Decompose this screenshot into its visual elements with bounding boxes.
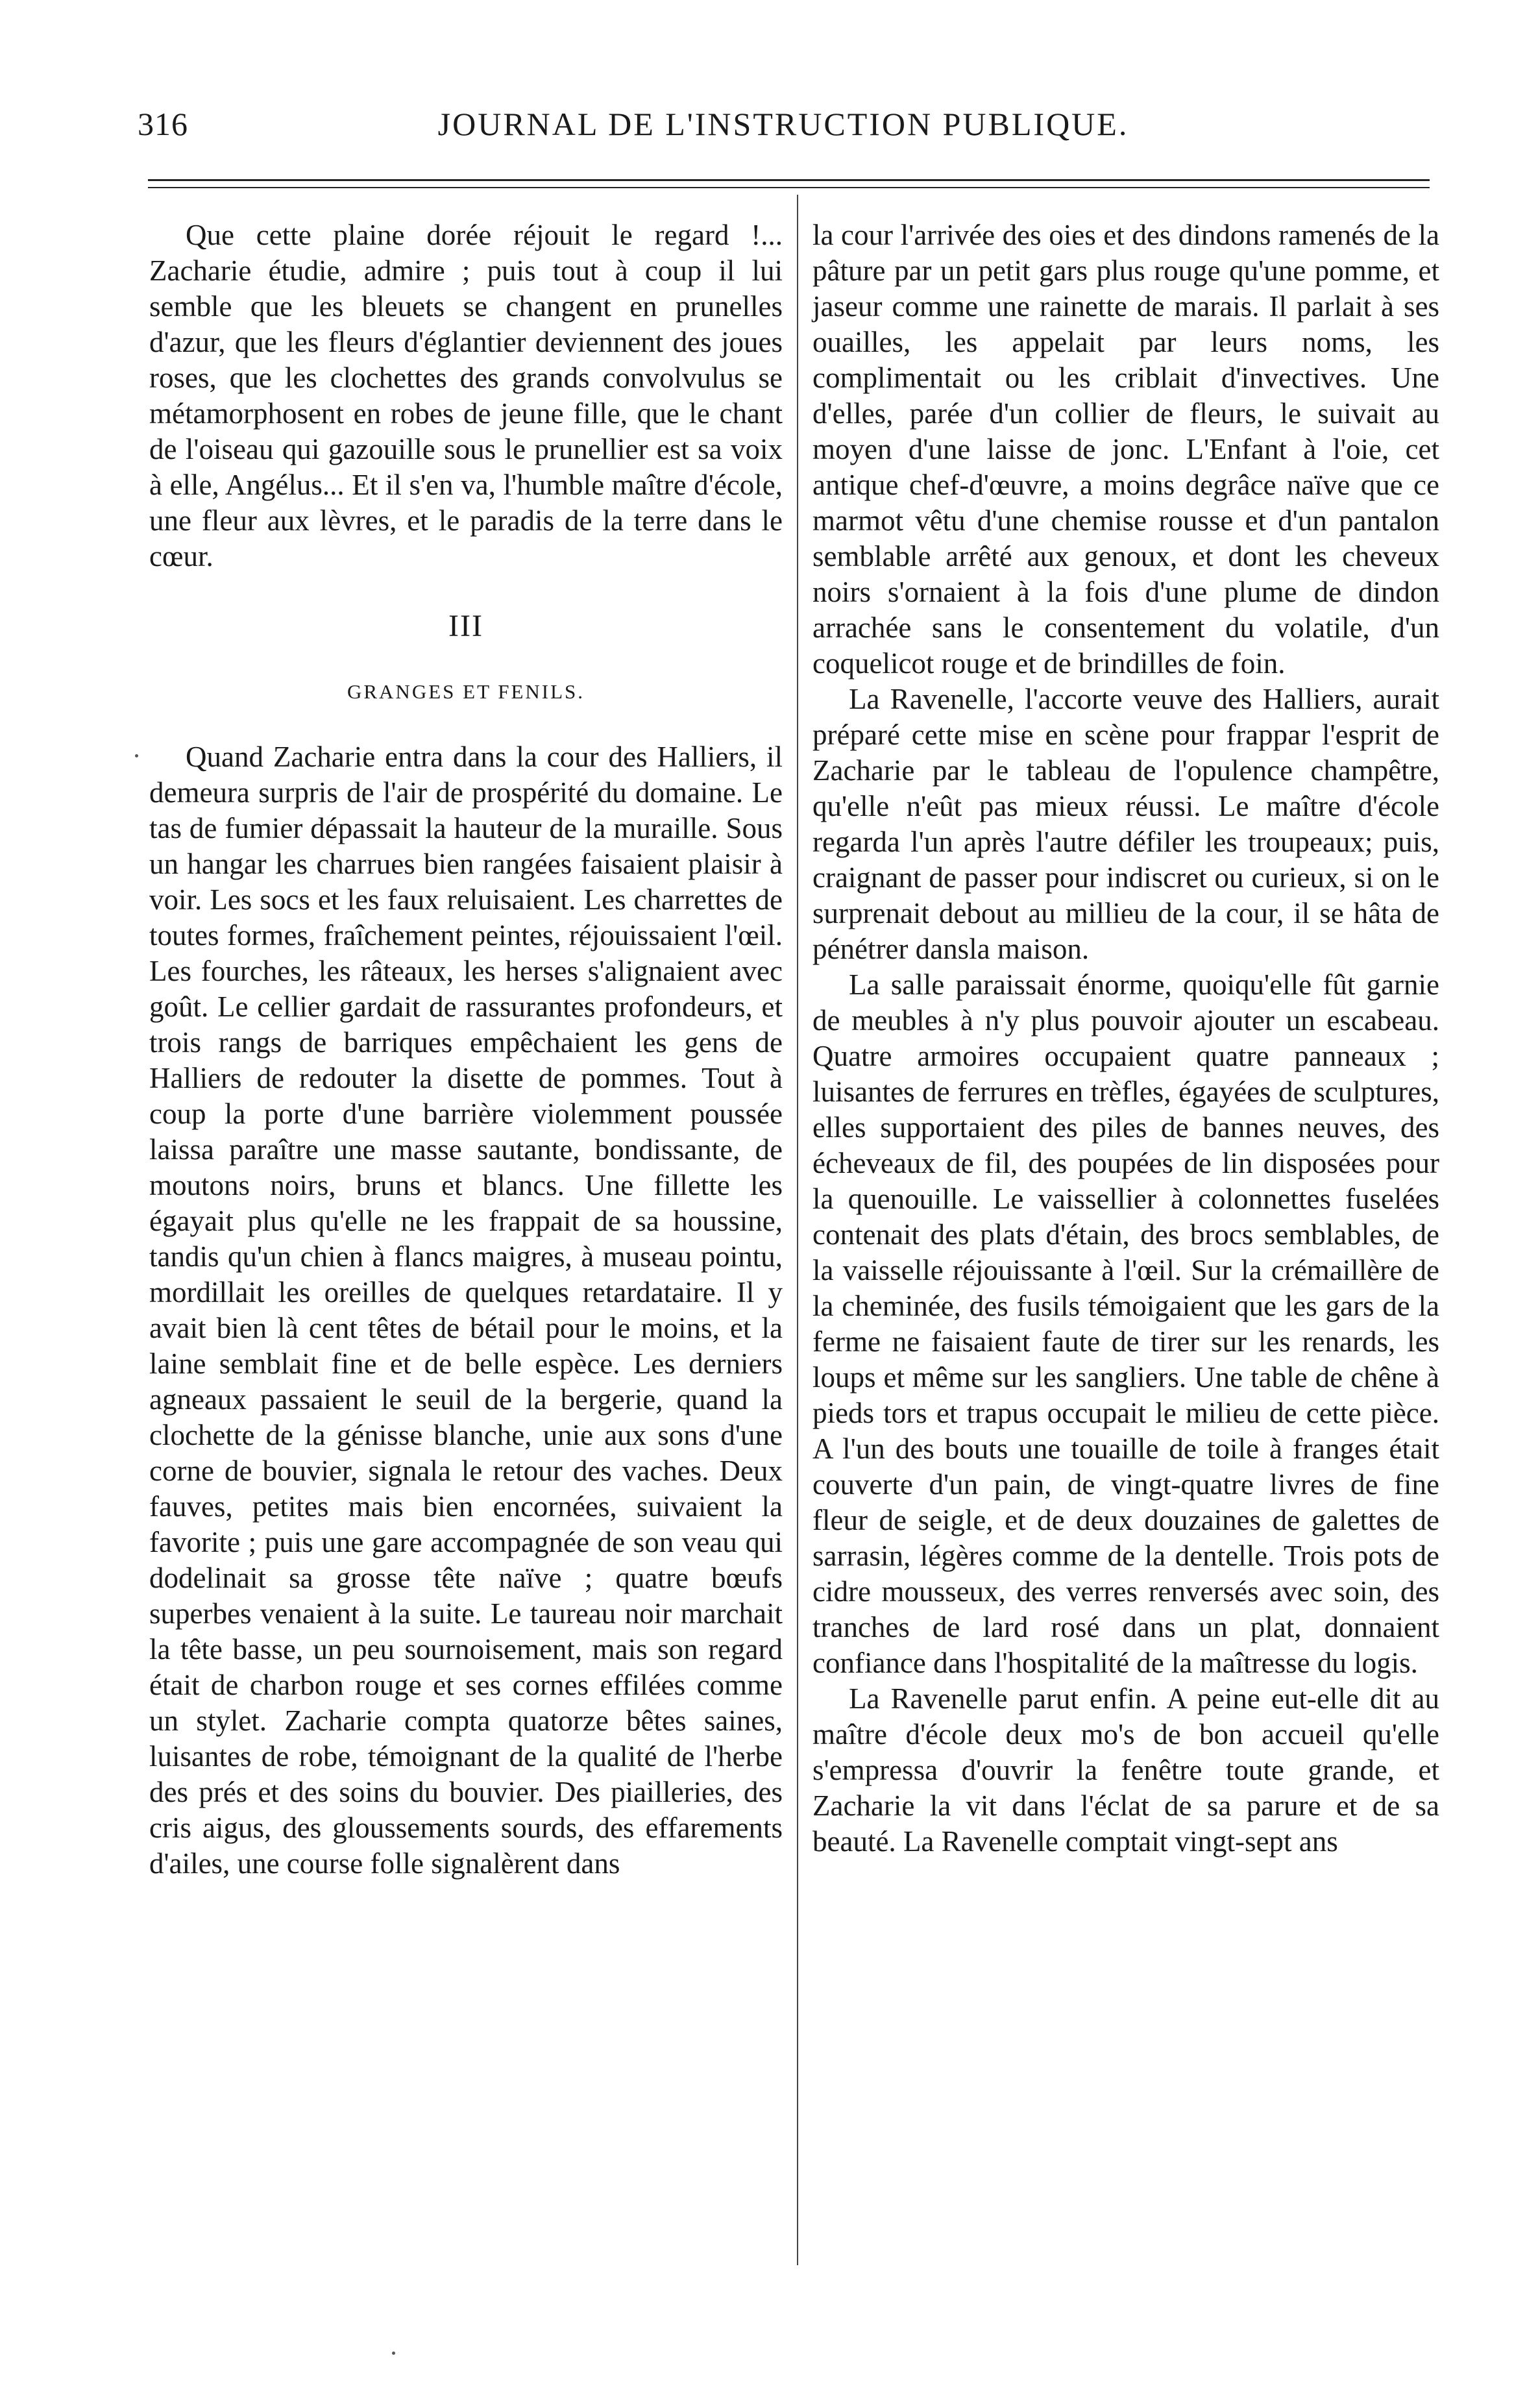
header-rule-bottom	[148, 187, 1430, 188]
section-title: GRANGES ET FENILS.	[347, 680, 585, 703]
page-number: 316	[138, 106, 188, 142]
print-speck	[392, 2352, 395, 2355]
paragraph: La salle paraissait énorme, quoiqu'elle fût garnie de meubles à n'y plus pouvoir ajouter un escabeau. Quatre armoires occupaient quatre panneaux ; luisantes de ferrures en trèfles, égayées de sculptures, elles supportaient des piles de bannes neuves, des écheveaux de fil, des poupées de lin disposées pour la quenouille. Le vaissellier à colonnettes fuselées contenait des plats d'étain, des brocs semblables, de la vaisselle réjouissante à l'œil. Sur la crémaillère de la cheminée, des fusils témoigaient que les gars de la ferme ne faisaient faute de tirer sur les renards, les loups et même sur les sangliers. Une table de chêne à pieds tors et trapus occupait le milieu de cette pièce. A l'un des bouts une touaille de toile à franges était couverte d'un pain, de vingt-quatre livres de fine fleur de seigle, et de deux douzaines de galettes de sarrasin, légères comme de la dentelle. Trois pots de cidre mousseux, des verres renversés avec soin, des tranches de lard rosé dans un plat, donnaient confiance dans l'hospitalité de la maîtresse du logis.	[812, 968, 1439, 1679]
print-speck	[135, 754, 138, 757]
right-column	[812, 217, 1439, 1860]
running-title: JOURNAL DE L'INSTRUCTION PUBLIQUE.	[437, 106, 1129, 142]
paragraph: La Ravenelle parut enfin. A peine eut-elle dit au maître d'école deux mo's de bon accueil qu'elle s'empressa d'ouvrir la fenêtre toute grande, et Zacharie la vit dans l'éclat de sa parure et de sa beauté. La Ravenelle comptait vingt-sept ans	[812, 1682, 1439, 1858]
paragraph: La Ravenelle, l'accorte veuve des Halliers, aurait préparé cette mise en scène pour frappar l'esprit de Zacharie par le tableau de l'opulence champêtre, qu'elle n'eût pas mieux réussi. Le maître d'école regarda l'un après l'autre défiler les troupeaux; puis, craignant de passer pour indiscret ou curieux, si on le surprenait debout au millieu de la cour, il se hâta de pénétrer dansla maison.	[812, 683, 1439, 965]
paragraph: Quand Zacharie entra dans la cour des Halliers, il demeura surpris de l'air de prospérité du domaine. Le tas de fumier dépassait la hauteur de la muraille. Sous un hangar les charrues bien rangées faisaient plaisir à voir. Les socs et les faux reluisaient. Les charrettes de toutes formes, fraîchement peintes, réjouissaient l'œil. Les fourches, les râteaux, les herses s'alignaient avec goût. Le cellier gardait de rassurantes profondeurs, et trois rangs de barriques empêchaient les gens de Halliers de redouter la disette de pommes. Tout à coup la porte d'une barrière violemment poussée laissa paraître une masse sautante, bondissante, de moutons noirs, bruns et blancs. Une fillette les égayait plus qu'elle ne les frappait de sa houssine, tandis qu'un chien à flancs maigres, à museau pointu, mordillait les oreilles de quelques retardataire. Il y avait bien là cent têtes de bétail pour le moins, et la laine semblait fine et de belle espèce. Les derniers agneaux passaient le seuil de la bergerie, quand la clochette de la génisse blanche, unie aux sons d'une corne de bouvier, signala le retour des vaches. Deux fauves, petites mais bien encornées, suivaient la favorite ; puis une gare accompagnée de son veau qui dodelinait sa grosse tête naïve ; quatre bœufs superbes venaient à la suite. Le taureau noir marchait la tête basse, un peu sournoisement, mais son regard était de charbon rouge et ses cornes effilées comme un stylet. Zacharie compta quatorze bêtes saines, luisantes de robe, témoignant de la qualité de l'herbe des prés et des soins du bouvier. Des piailleries, des cris aigus, des gloussements sourds, des effarements d'ailes, une course folle signalèrent dans	[149, 741, 783, 1880]
column-divider	[797, 195, 798, 2265]
paragraph: Que cette plaine dorée réjouit le regard !... Zacharie étudie, admire ; puis tout à coup il lui semble que les bleuets se changent en prunelles d'azur, que les fleurs d'églantier deviennent des joues roses, que les clochettes des grands convolvulus se métamorphosent en robes de jeune fille, que le chant de l'oiseau qui gazouille sous le prunellier est sa voix à elle, Angélus... Et il s'en va, l'humble maître d'école, une fleur aux lèvres, et le paradis de la terre dans le cœur.	[149, 219, 783, 572]
header-rule-top	[148, 179, 1430, 181]
page-header	[138, 105, 1429, 157]
section-number: III	[448, 609, 483, 643]
paragraph: la cour l'arrivée des oies et des dindons ramenés de la pâture par un petit gars plus rouge qu'une pomme, et jaseur comme une rainette de marais. Il parlait à ses ouailles, les appelait par leurs noms, les complimentait ou les criblait d'invectives. Une d'elles, parée d'un collier de fleurs, le suivait au moyen d'une laisse de jonc. L'Enfant à l'oie, cet antique chef-d'œuvre, a moins degrâce naïve que ce marmot vêtu d'une chemise rousse et d'un pantalon semblable arrêté aux genoux, et dont les cheveux noirs s'ornaient à la fois d'une plume de dindon arrachée sans le consentement du volatile, d'un coquelicot rouge et de brindilles de foin.	[812, 219, 1439, 680]
left-column	[149, 217, 783, 1882]
